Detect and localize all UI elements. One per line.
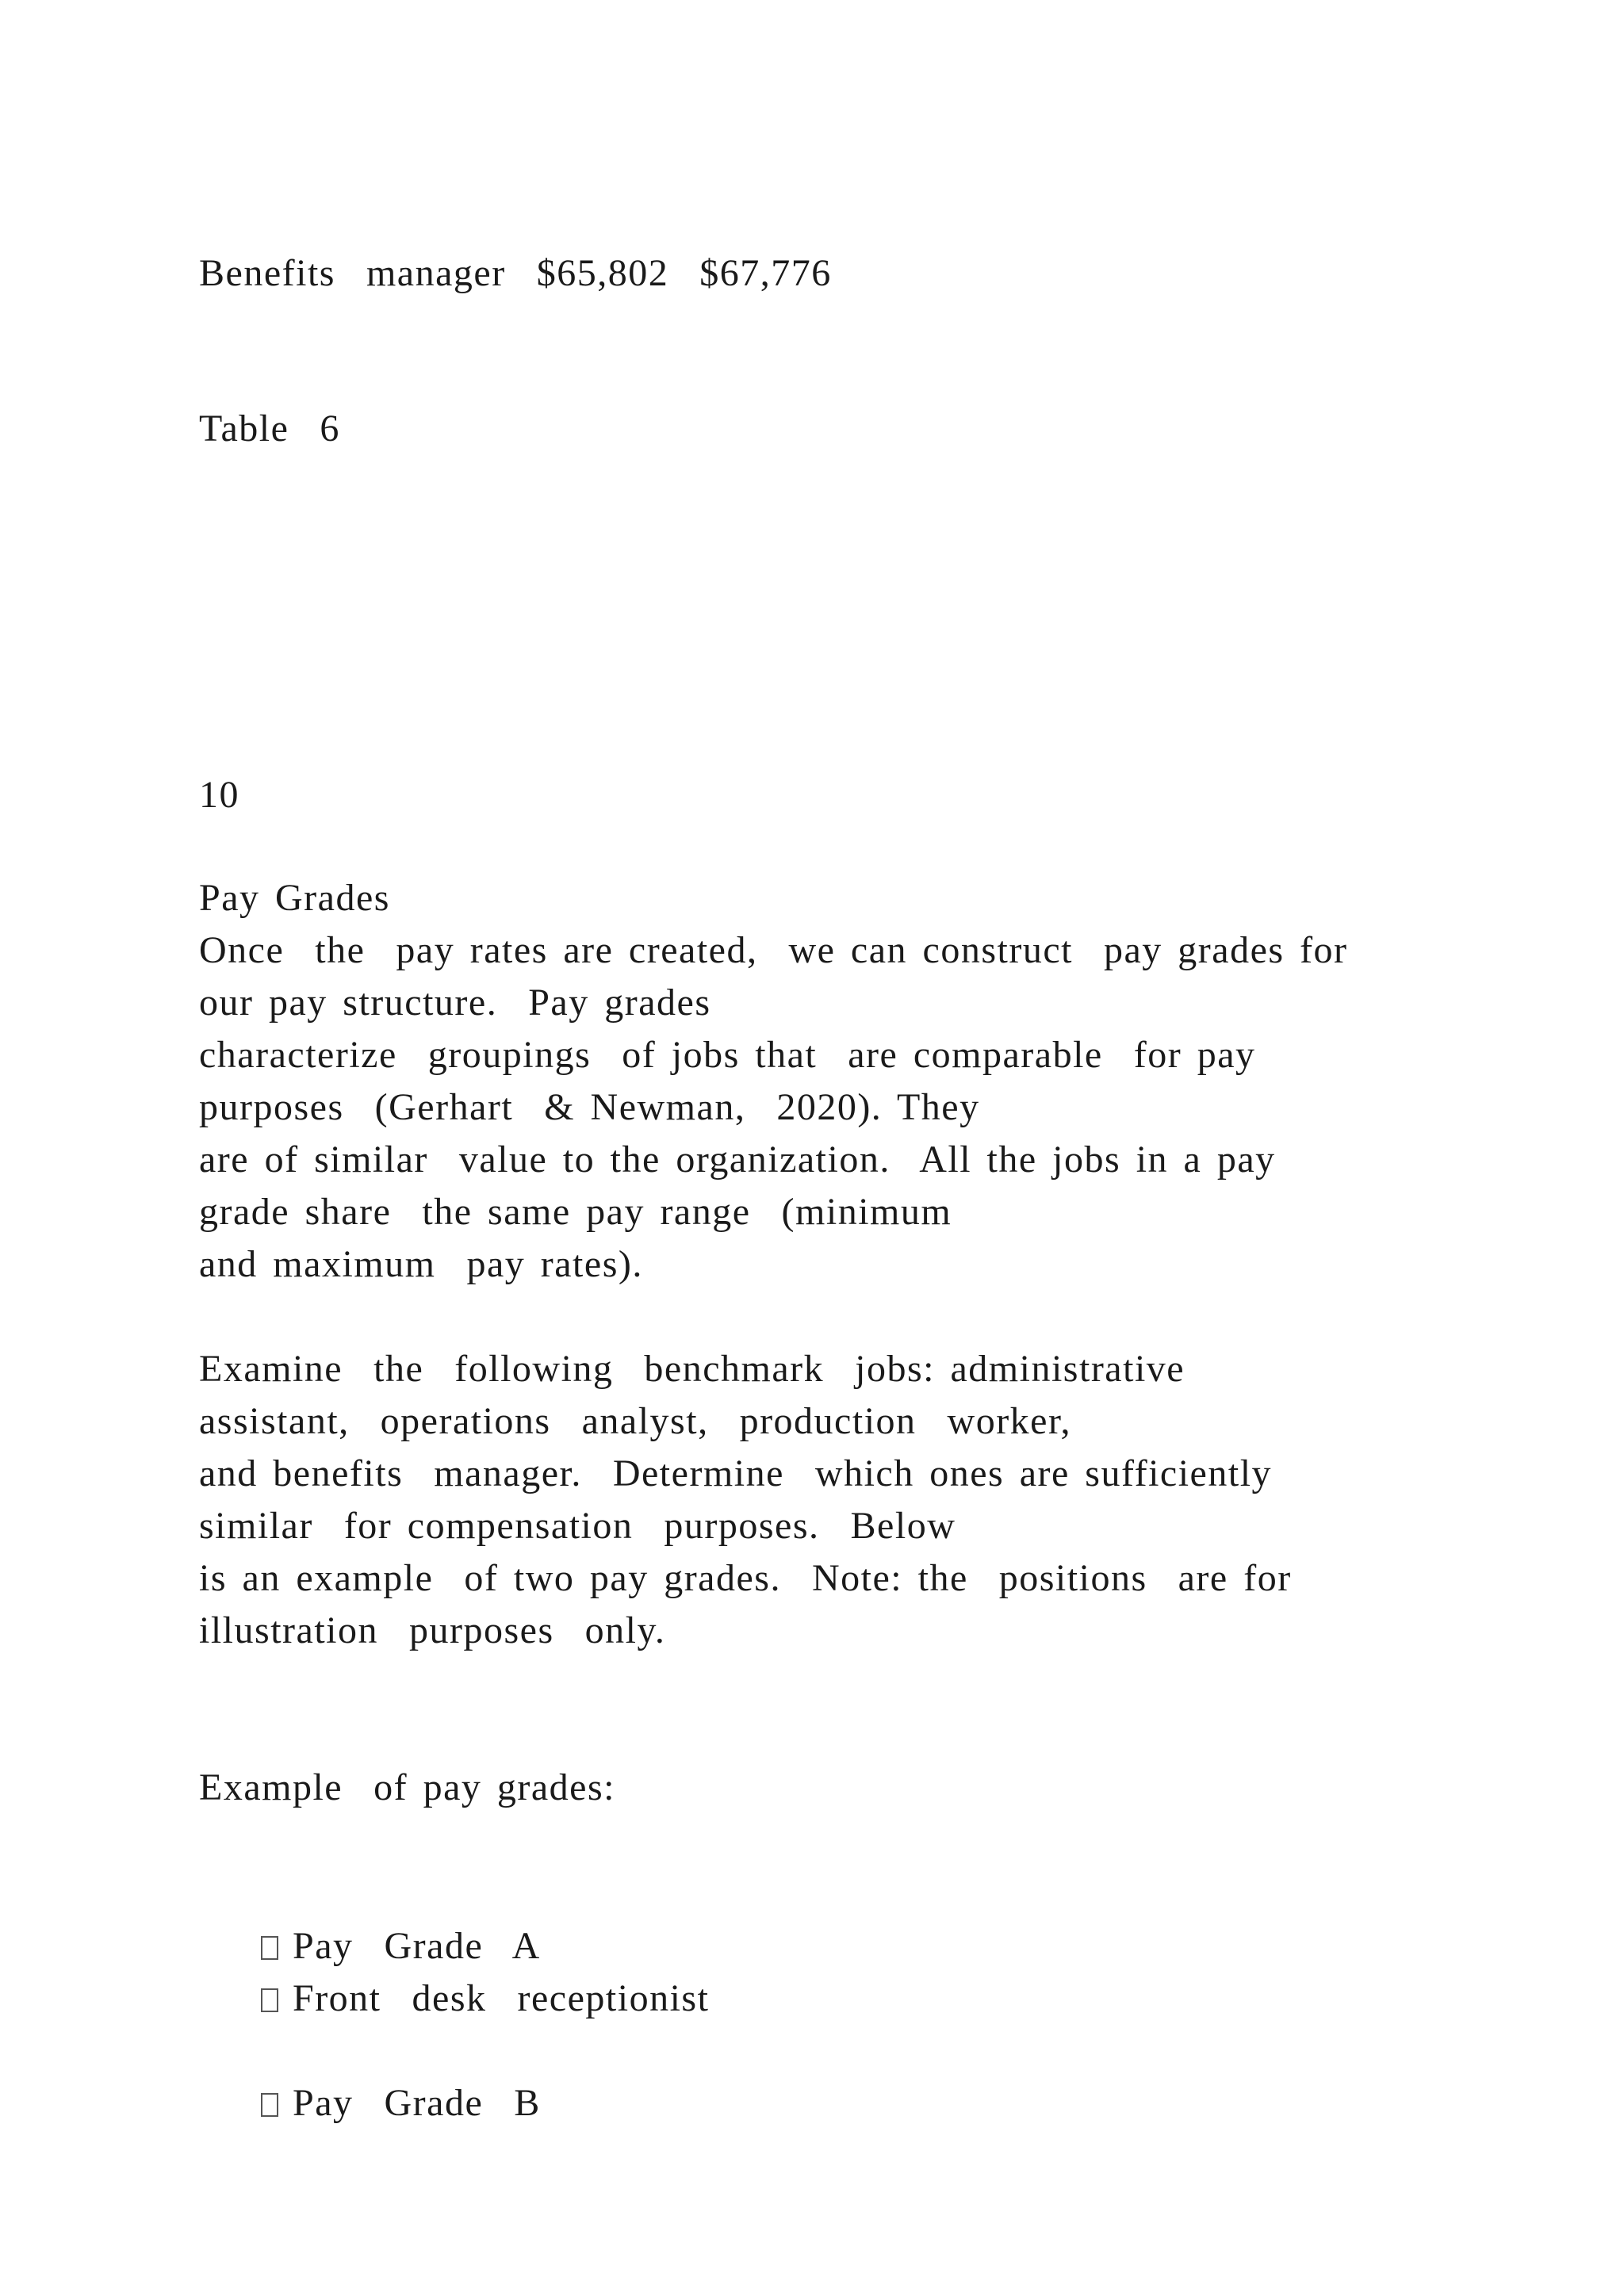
bullet-text: Front desk receptionist [293,1977,710,2019]
paragraph2-line: assistant, operations analyst, production worker, [199,1400,1072,1442]
example-heading: Example of pay grades: [199,1766,615,1808]
bullet-box-icon [261,1988,278,2012]
bullet-item [199,2025,541,2182]
bullet-text: Pay Grade B [293,2082,541,2124]
paragraph2-line: is an example of two pay grades. Note: the positions are for [199,1557,1292,1599]
section-heading: Pay Grades [199,877,390,919]
paragraph1-line: grade share the same pay range (minimum [199,1191,952,1233]
paragraph1-line: our pay structure. Pay grades [199,982,711,1024]
paragraph2-line: Examine the following benchmark jobs: administrative [199,1348,1185,1390]
paragraph2-line: illustration purposes only. [199,1609,666,1651]
paragraph1-line: and maximum pay rates). [199,1243,643,1285]
paragraph2-line: similar for compensation purposes. Below [199,1505,956,1547]
bullet-text: Pay Grade A [293,1925,541,1967]
paragraph1-line: characterize groupings of jobs that are comparable for pay [199,1034,1256,1076]
paragraph1-line: Once the pay rates are created, we can construct pay grades for [199,929,1348,971]
paragraph1-line: purposes (Gerhart & Newman, 2020). They [199,1086,980,1128]
page-number: 10 [199,774,239,816]
table-caption: Table 6 [199,408,340,450]
paragraph1-line: are of similar value to the organization. All the jobs in a pay [199,1138,1276,1181]
bullet-box-icon [261,2093,278,2117]
paragraph2-line: and benefits manager. Determine which ones are sufficiently [199,1452,1273,1494]
salary-row: Benefits manager $65,802 $67,776 [199,252,832,294]
